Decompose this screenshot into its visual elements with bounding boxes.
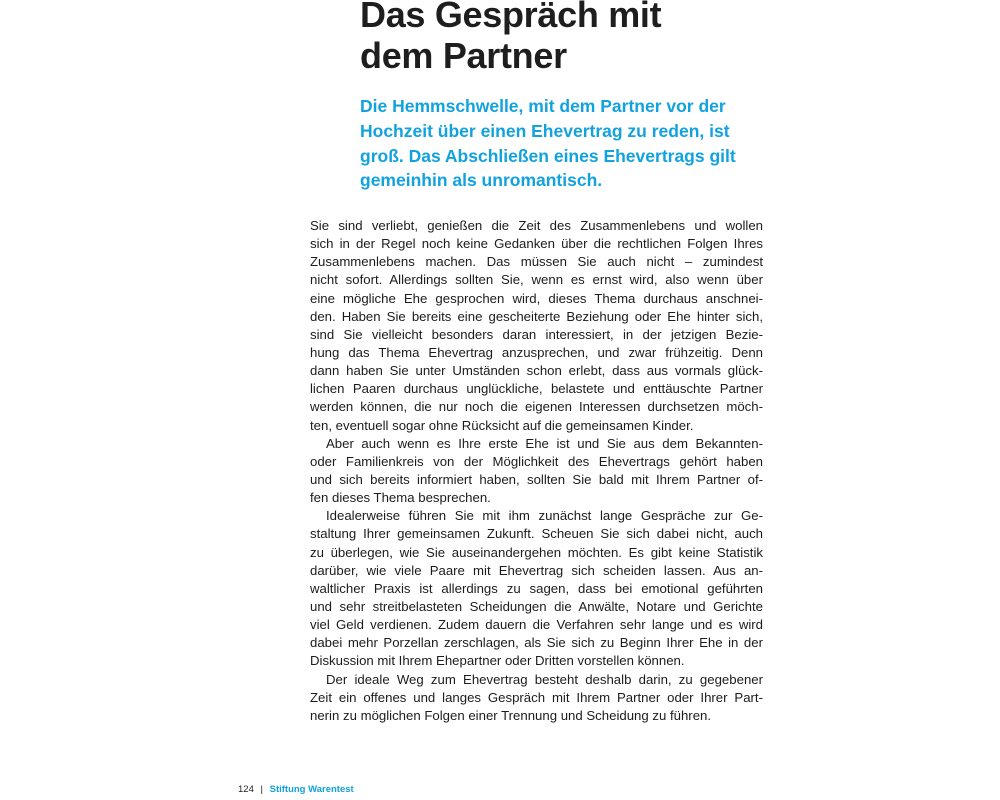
body-line: lichen Paaren durchaus unglückliche, belastete und enttäuschte Partner (310, 381, 763, 397)
body-line: zu überlegen, wie Sie auseinandergehen möchten. Es gibt keine Statistik (310, 544, 763, 560)
body-line: Zeit ein offenes und langes Gespräch mit Ihrem Partner oder Ihrer Part- (310, 689, 763, 705)
body-line: nerin zu möglichen Folgen einer Trennung und Scheidung zu führen. (310, 707, 712, 723)
lead-line: gemeinhin als unromantisch. (360, 170, 603, 191)
body-line: Aber auch wenn es Ihre erste Ehe ist und Sie aus dem Bekannten- (326, 435, 763, 451)
chapter-heading-line: dem Partner (360, 35, 567, 76)
body-line: viel Geld verdienen. Zudem dauern die Verfahren sehr lange und es wird (310, 617, 763, 633)
body-line: und sich bereits informiert haben, sollten Sie bald mit Ihrem Partner of- (310, 471, 763, 487)
body-line: waltlicher Praxis ist allerdings zu sagen, dass bei emotional geführten (310, 580, 763, 596)
body-text (310, 217, 763, 725)
body-line: und sehr streitbelasteten Scheidungen die Anwälte, Notare und Gerichte (310, 598, 763, 614)
publisher-name: Stiftung Warentest (269, 784, 354, 795)
body-line: oder Familienkreis von der Möglichkeit des Ehevertrags gehört haben (310, 453, 763, 469)
body-line: staltung Ihrer gemeinsamen Zukunft. Scheuen Sie sich dabei nicht, auch (310, 526, 763, 542)
page-footer (238, 783, 354, 797)
body-line: hung das Thema Ehevertrag anzusprechen, und zwar frühzeitig. Denn (310, 344, 763, 360)
lead-paragraph (360, 94, 770, 193)
body-line: Der ideale Weg zum Ehevertrag besteht deshalb darin, zu gegebener (326, 671, 763, 687)
body-line: Zusammenlebens machen. Das müssen Sie auch nicht – zumindest (310, 254, 763, 270)
lead-line: Hochzeit über einen Ehevertrag zu reden, ist (360, 120, 730, 141)
page-number: 124 (238, 784, 254, 795)
body-line: den. Haben Sie bereits eine gescheiterte Beziehung oder Ehe hinter sich, (310, 308, 763, 324)
lead-line: Die Hemmschwelle, mit dem Partner vor der (360, 96, 726, 116)
body-line: darüber, wie viele Paare mit Ehevertrag sich scheiden lassen. Aus an- (310, 562, 763, 578)
body-line: werden können, die nur noch die eigenen Interessen durchsetzen möch- (310, 399, 763, 415)
body-line: fen dieses Thema besprechen. (310, 490, 491, 506)
chapter-heading (360, 0, 780, 76)
body-line: sich in der Regel noch keine Gedanken über die rechtlichen Folgen Ihres (310, 236, 763, 252)
body-line: eine mögliche Ehe gesprochen wird, dieses Thema durchaus anschnei- (310, 290, 763, 306)
body-line: Idealerweise führen Sie mit ihm zunächst lange Gespräche zur Ge- (326, 508, 763, 524)
body-line: dann haben Sie unter Umständen schon erlebt, dass aus vormals glück- (310, 363, 763, 379)
body-line: ten, eventuell sogar ohne Rücksicht auf die gemeinsamen Kinder. (310, 417, 694, 433)
body-line: Diskussion mit Ihrem Ehepartner oder Dritten vorstellen können. (310, 653, 685, 669)
body-line: nicht sofort. Allerdings sollten Sie, wenn es ernst wird, also wenn über (310, 272, 763, 288)
body-line: Sie sind verliebt, genießen die Zeit des Zusammenlebens und wollen (310, 218, 763, 233)
body-line: dabei mehr Porzellan zerschlagen, als Sie sich zu Beginn Ihrer Ehe in der (310, 635, 763, 651)
lead-line: groß. Das Abschließen eines Ehevertrags gilt (360, 145, 736, 166)
body-line: sind Sie vielleicht besonders daran interessiert, in der jetzigen Bezie- (310, 326, 763, 342)
chapter-heading-line: Das Gespräch mit (360, 0, 662, 35)
footer-separator: | (260, 784, 263, 795)
